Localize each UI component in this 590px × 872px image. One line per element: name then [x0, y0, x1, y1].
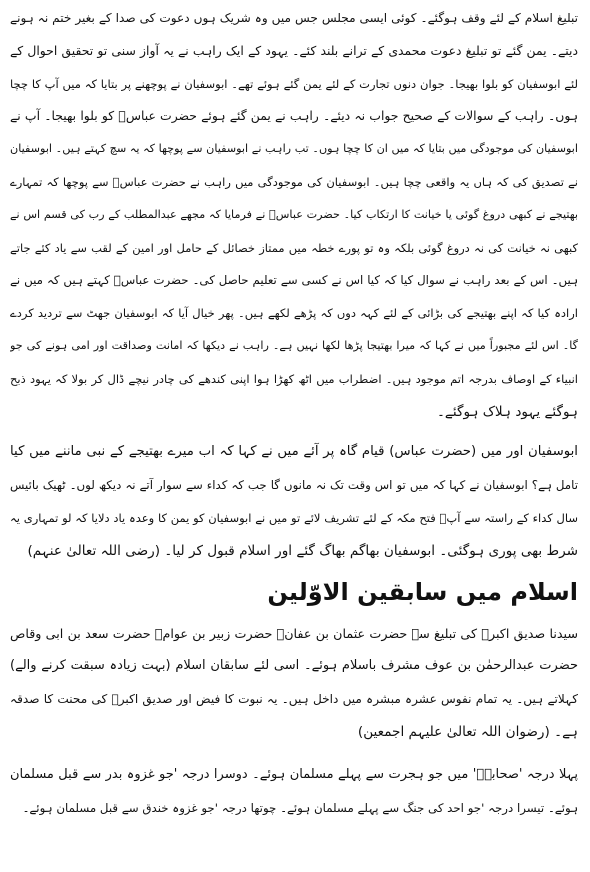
text-line: سیدنا صدیق اکبرؓ کی تبلیغ سے حضرت عثمان بن عفانؓ حضرت زبیر بن عوامؓ حضرت سعد بن ابی وقاص [10, 625, 578, 641]
text-line: ہیں۔ اس کے بعد راہب نے سوال کیا کہ کیا اس نے کسی سے تعلیم حاصل کی۔ حضرت عباسؓ کہتے ہیں کہ میں نے [10, 273, 578, 288]
paragraph-spacer [10, 428, 578, 436]
text-line: ہے۔ (رضوان اللہ تعالیٰ علیہم اجمعین) [357, 723, 578, 740]
text-line: گا۔ اس لئے مجبوراً میں نے کہا کہ میرا بھتیجا پڑھا لکھا نہیں ہے۔ راہب نے دیکھا کہ امانت وصداقت اور امی ہونے کی جو [10, 338, 578, 352]
text-line: ہوگئے یہود ہلاک ہوگئے۔ [436, 403, 578, 420]
text-line: پہلا درجہ 'صحابہؓ' میں جو ہجرت سے پہلے مسلمان ہوئے۔ دوسرا درجہ 'جو غزوہ بدر سے قبل مسلمان [10, 766, 578, 782]
text-line: انبیاء کے اوصاف بدرجہ اتم موجود ہیں۔ اضطراب میں اٹھ کھڑا ہوا اپنی کندھے کی چادر نیچے ڈال کر بولا کہ یہود ذبح [10, 371, 578, 386]
text-line: ابوسفیان کی موجودگی میں بتایا کہ میں ان کا چچا ہوں۔ تب راہب نے ابوسفیان سے پوچھا کہ یہ سچ کہتے ہیں۔ ابوسفیان [10, 142, 578, 156]
text-line: ارادہ کیا کہ اپنے بھتیجے کی بڑائی کے لئے کہہ دوں کہ پڑھے لکھے ہیں۔ پھر خیال آیا کہ ابوسفیان جھٹ سے تردید کردے [10, 306, 578, 321]
text-line: تبلیغ اسلام کے لئے وقف ہوگئے۔ کوئی ایسی مجلس جس میں وہ شریک ہوں دعوت کی صدا کے بغیر ختم نہ ہونے [10, 11, 578, 25]
section-heading: اسلام میں سابقین الاوّلین [267, 577, 578, 606]
text-line: دیتے۔ یمن گئے تو تبلیغ دعوت محمدی کے ترانے بلند کئے۔ یہود کے ایک راہب نے یہ آواز سنی تو تحقیق احوال کے [10, 42, 578, 58]
text-line: لئے ابوسفیان کو بلوا بھیجا۔ جوان دنوں تجارت کے لئے یمن گئے ہوئے تھے۔ ابوسفیان نے پوچھنے پر بتایا کہ میں آپ کا چچا [10, 76, 578, 91]
paragraph-sabiqin [10, 618, 578, 749]
paragraph-darajat [10, 759, 578, 825]
text-line: کہلاتے ہیں۔ یہ تمام نفوس عشرہ مبشرہ میں داخل ہیں۔ یہ نبوت کا فیض اور صدیق اکبرؓ کی محنت کا صدقہ [10, 692, 578, 707]
text-line: ہوں۔ راہب کے سوالات کے صحیح جواب نہ دیئے۔ راہب نے یمن گئے ہوئے حضرت عباسؓ کو بلوا بھیجا۔ آپ نے [10, 108, 578, 124]
text-line: شرط بھی پوری ہوگئی۔ ابوسفیان بھاگم بھاگ گئے اور اسلام قبول کر لیا۔ (رضی اللہ تعالیٰ عنہم) [27, 542, 578, 559]
text-line: سال کداء کے راستہ سے آپؐ فتح مکہ کے لئے تشریف لائے تو میں نے ابوسفیان کو یمن کا وعدہ یاد دلایا کہ لو تمہاری یہ [10, 510, 578, 525]
paragraph-abu-sufyan [10, 436, 578, 567]
paragraph-spacer [10, 749, 578, 759]
text-line: کبھی نہ خیانت کی نہ دروغ گوئی بلکہ وہ تو پورے خطہ میں ممتاز خصائل کے حامل اور امین کے لقب سے یاد کئے جاتے [10, 240, 578, 255]
text-line: بھتیجے نے کبھی دروغ گوئی یا خیانت کا ارتکاب کیا۔ حضرت عباسؓ نے فرمایا کہ مجھے عبدالمطلب کے رب کی قسم اس نے [10, 207, 578, 221]
text-line: ہوئے۔ تیسرا درجہ 'جو احد کی جنگ سے پہلے مسلمان ہوئے۔ چوتھا درجہ 'جو غزوہ خندق سے قبل مسلمان ہوئے۔ [22, 800, 578, 815]
text-line: تامل ہے؟ ابوسفیان نے کہا کہ میں تو اس وقت تک نہ مانوں گا جب کہ کداء سے سوار آتے نہ دیکھ لوں۔ ٹھیک بائیس [10, 478, 578, 493]
text-line: نے تصدیق کی کہ ہاں یہ واقعی چچا ہیں۔ ابوسفیان کی موجودگی میں راہب نے حضرت عباسؓ سے پوچھا کہ تمہارے [10, 174, 578, 189]
paragraph-rahib-story [10, 2, 578, 428]
text-line: حضرت عبدالرحمٰن بن عوف مشرف باسلام ہوئے۔ اسی لئے سابقان اسلام (بہت زیادہ سبقت کرنے والے) [10, 658, 578, 674]
text-line: ابوسفیان اور میں (حضرت عباس) قیام گاہ پر آئے میں نے کہا کہ اب میرے بھتیجے کے نبی ماننے میں کیا [10, 444, 578, 460]
